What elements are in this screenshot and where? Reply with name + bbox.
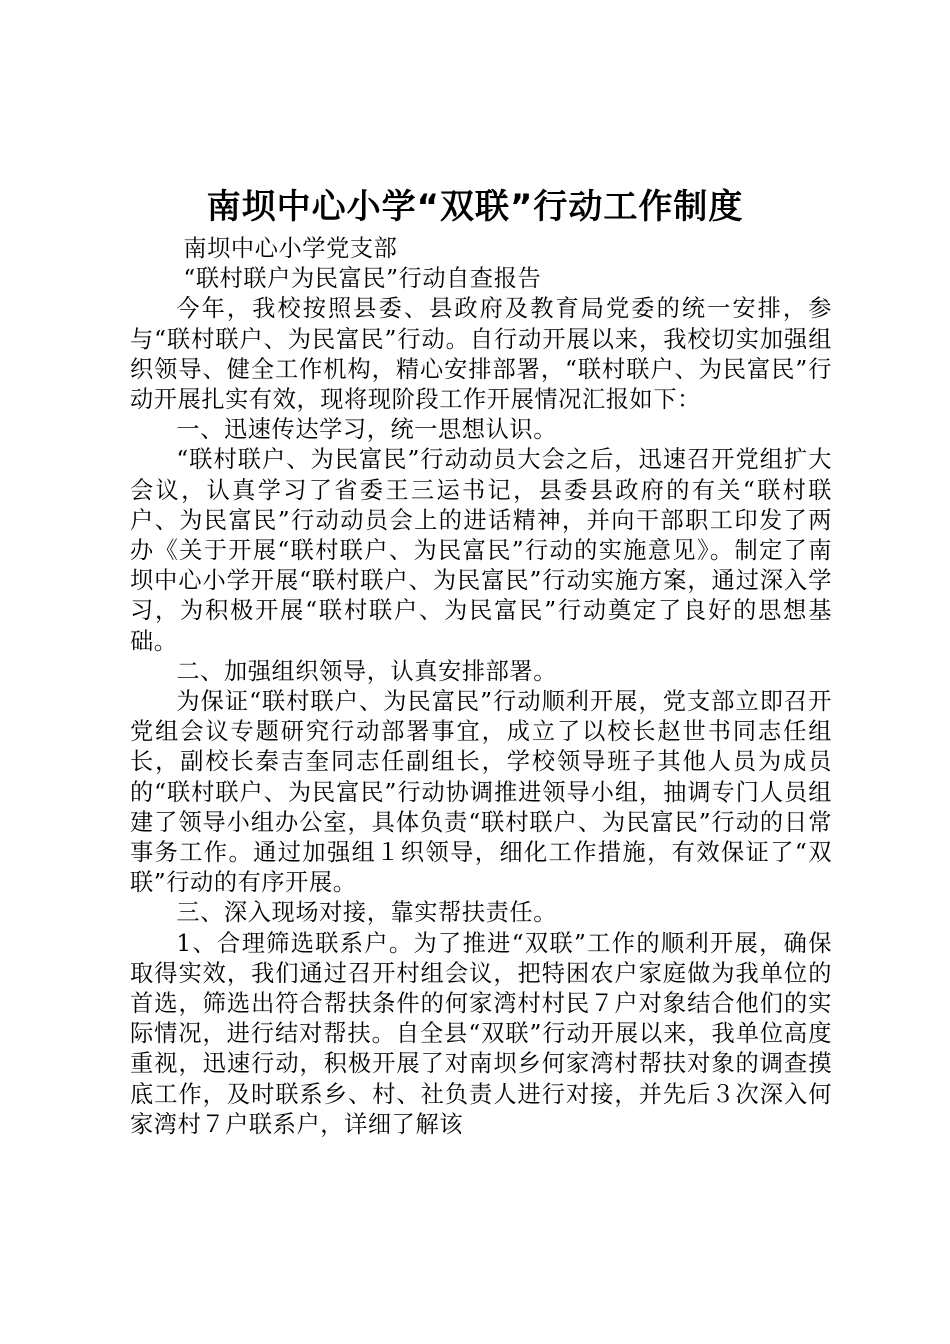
subtitle-organization: 南坝中心小学党支部 [183, 235, 398, 262]
paragraph-section-1: “联村联户、为民富民”行动动员大会之后，迅速召开党组扩大会议，认真学习了省委王三运书记，县委县政府的有关“联村联户、为民富民”行动动员会上的进话精神，并向干部职工印发了两办《关于开展“联村联户、为民富民”行动的实施意见》。制定了南坝中心小学开展“联村联户、为民富民”行动实施方案，通过深入学习，为积极开展“联村联户、为民富民”行动奠定了良好的思想基础。 [130, 446, 832, 655]
paragraph-section-2: 为保证“联村联户、为民富民”行动顺利开展，党支部立即召开党组会议专题研究行动部署事宜，成立了以校长赵世书同志任组长，副校长秦吉奎同志任副组长，学校领导班子其他人员为成员的“联村联户、为民富民”行动协调推进领导小组，抽调专门人员组建了领导小组办公室，具体负责“联村联户、为民富民”行动的日常事务工作。通过加强组１织领导，细化工作措施，有效保证了“双联”行动的有序开展。 [130, 688, 832, 897]
section-heading-3: 三、深入现场对接，靠实帮扶责任。 [176, 899, 557, 927]
section-heading-2: 二、加强组织领导，认真安排部署。 [176, 657, 557, 685]
subtitle-report: “联村联户为民富民”行动自查报告 [183, 265, 542, 293]
document-body [130, 234, 832, 1140]
document-title: 南坝中心小学“双联”行动工作制度 [206, 187, 744, 227]
section-heading-1: 一、迅速传达学习，统一思想认识。 [176, 416, 557, 444]
paragraph-intro: 今年，我校按照县委、县政府及教育局党委的统一安排，参与“联村联户、为民富民”行动。自行动开展以来，我校切实加强组织领导、健全工作机构，精心安排部署，“联村联户、为民富民”行动开展扎实有效，现将现阶段工作开展情况汇报如下： [130, 295, 832, 414]
paragraph-section-3-item-1: 1、合理筛选联系户。为了推进“双联”工作的顺利开展，确保取得实效，我们通过召开村组会议，把特困农户家庭做为我单位的首选，筛选出符合帮扶条件的何家湾村村民７户对象结合他们的实际情况，进行结对帮扶。自全县“双联”行动开展以来，我单位高度重视，迅速行动，积极开展了对南坝乡何家湾村帮扶对象的调查摸底工作，及时联系乡、村、社负责人进行对接，并先后３次深入何家湾村７户联系户，详细了解该 [130, 929, 832, 1138]
